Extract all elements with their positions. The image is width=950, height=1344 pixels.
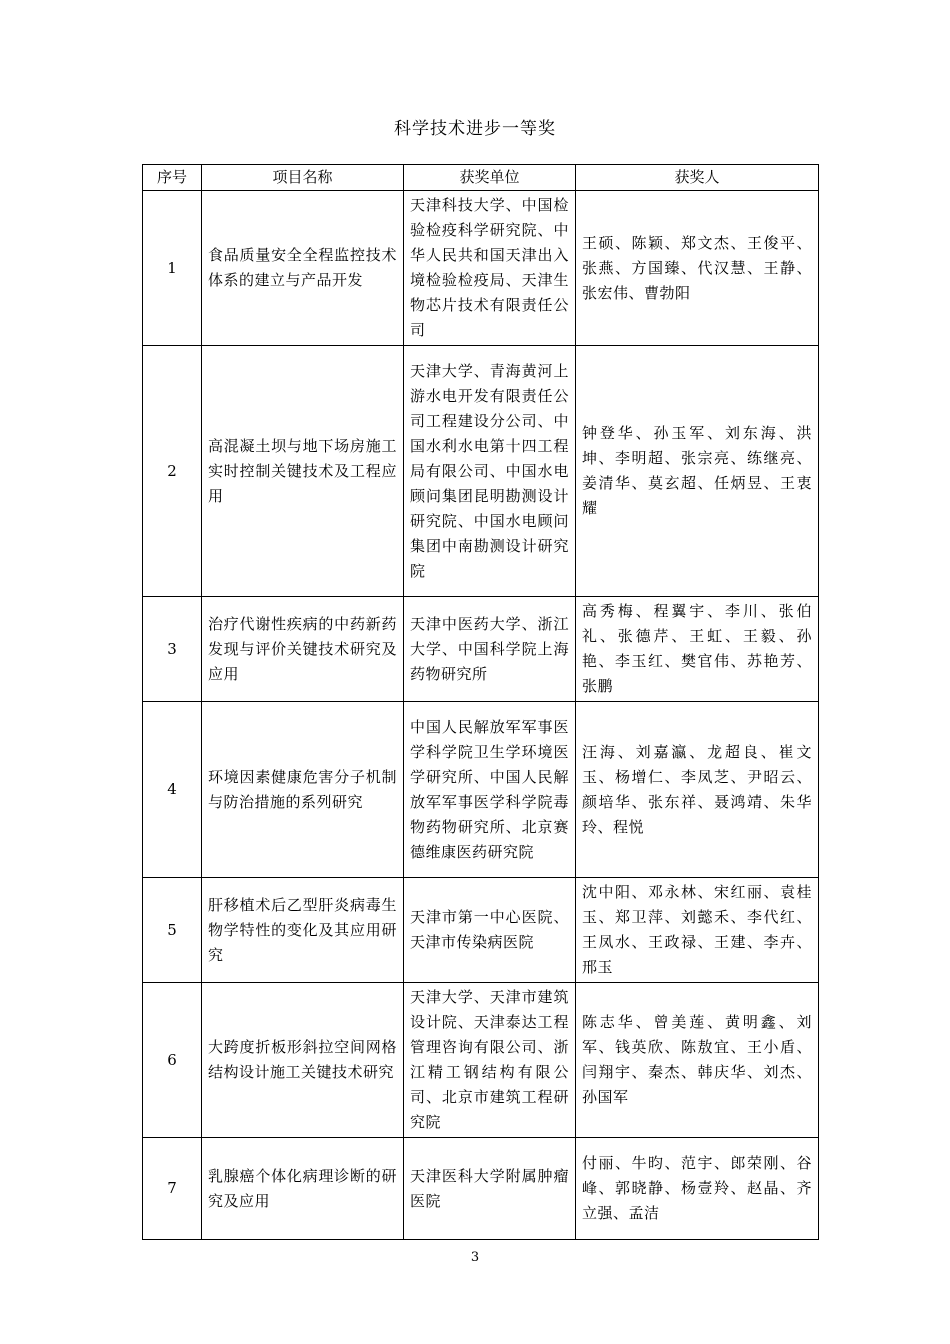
row-project-name: 环境因素健康危害分子机制与防治措施的系列研究 (202, 702, 404, 878)
row-awardees: 沈中阳、邓永林、宋红丽、袁桂玉、郑卫萍、刘懿禾、李代红、王凤水、王政禄、王建、李卉、邢玉 (576, 878, 819, 983)
table-row (143, 346, 819, 597)
row-award-unit: 天津大学、天津市建筑设计院、天津泰达工程管理咨询有限公司、浙江精工钢结构有限公司、北京市建筑工程研究院 (404, 983, 576, 1138)
row-award-unit: 天津中医药大学、浙江大学、中国科学院上海药物研究所 (404, 597, 576, 702)
table-row (143, 702, 819, 878)
row-award-unit: 天津医科大学附属肿瘤医院 (404, 1138, 576, 1240)
row-project-name: 乳腺癌个体化病理诊断的研究及应用 (202, 1138, 404, 1240)
row-awardees: 陈志华、曾美莲、黄明鑫、刘军、钱英欣、陈敖宜、王小盾、闫翔宇、秦杰、韩庆华、刘杰、孙国军 (576, 983, 819, 1138)
row-award-unit: 天津科技大学、中国检验检疫科学研究院、中华人民共和国天津出入境检验检疫局、天津生物芯片技术有限责任公司 (404, 191, 576, 346)
page-title: 科学技术进步一等奖 (394, 119, 556, 139)
table-row (143, 983, 819, 1138)
row-awardees: 王硕、陈颖、郑文杰、王俊平、张燕、方国臻、代汉慧、王静、张宏伟、曹勃阳 (576, 191, 819, 346)
award-table (142, 164, 819, 1240)
row-seq: 5 (143, 878, 202, 983)
table-header-row (143, 165, 819, 191)
table-row (143, 191, 819, 346)
header-project-name: 项目名称 (202, 165, 404, 191)
row-award-unit: 天津大学、青海黄河上游水电开发有限责任公司工程建设分公司、中国水利水电第十四工程局有限公司、中国水电顾问集团昆明勘测设计研究院、中国水电顾问集团中南勘测设计研究院 (404, 346, 576, 597)
row-project-name: 高混凝土坝与地下场房施工实时控制关键技术及工程应用 (202, 346, 404, 597)
header-award-unit: 获奖单位 (404, 165, 576, 191)
row-award-unit: 中国人民解放军军事医学科学院卫生学环境医学研究所、中国人民解放军军事医学科学院毒物药物研究所、北京赛德维康医药研究院 (404, 702, 576, 878)
header-seq: 序号 (143, 165, 202, 191)
row-seq: 2 (143, 346, 202, 597)
table-row (143, 1138, 819, 1240)
table-row (143, 878, 819, 983)
row-project-name: 肝移植术后乙型肝炎病毒生物学特性的变化及其应用研究 (202, 878, 404, 983)
row-project-name: 食品质量安全全程监控技术体系的建立与产品开发 (202, 191, 404, 346)
row-seq: 7 (143, 1138, 202, 1240)
row-project-name: 治疗代谢性疾病的中药新药发现与评价关键技术研究及应用 (202, 597, 404, 702)
row-seq: 1 (143, 191, 202, 346)
row-project-name: 大跨度折板形斜拉空间网格结构设计施工关键技术研究 (202, 983, 404, 1138)
row-seq: 3 (143, 597, 202, 702)
row-award-unit: 天津市第一中心医院、天津市传染病医院 (404, 878, 576, 983)
page-number: 3 (470, 1250, 480, 1265)
row-seq: 4 (143, 702, 202, 878)
table-row (143, 597, 819, 702)
header-awardees: 获奖人 (576, 165, 819, 191)
row-awardees: 汪海、刘嘉瀛、龙超良、崔文玉、杨增仁、李凤芝、尹昭云、颜培华、张东祥、聂鸿靖、朱华玲、程悦 (576, 702, 819, 878)
row-awardees: 高秀梅、程翼宇、李川、张伯礼、张德芹、王虹、王毅、孙艳、李玉红、樊官伟、苏艳芳、张鹏 (576, 597, 819, 702)
row-awardees: 付丽、牛昀、范宇、郎荣刚、谷峰、郭晓静、杨壹羚、赵晶、齐立强、孟洁 (576, 1138, 819, 1240)
row-seq: 6 (143, 983, 202, 1138)
row-awardees: 钟登华、孙玉军、刘东海、洪坤、李明超、张宗亮、练继亮、姜清华、莫玄超、任炳昱、王衷耀 (576, 346, 819, 597)
